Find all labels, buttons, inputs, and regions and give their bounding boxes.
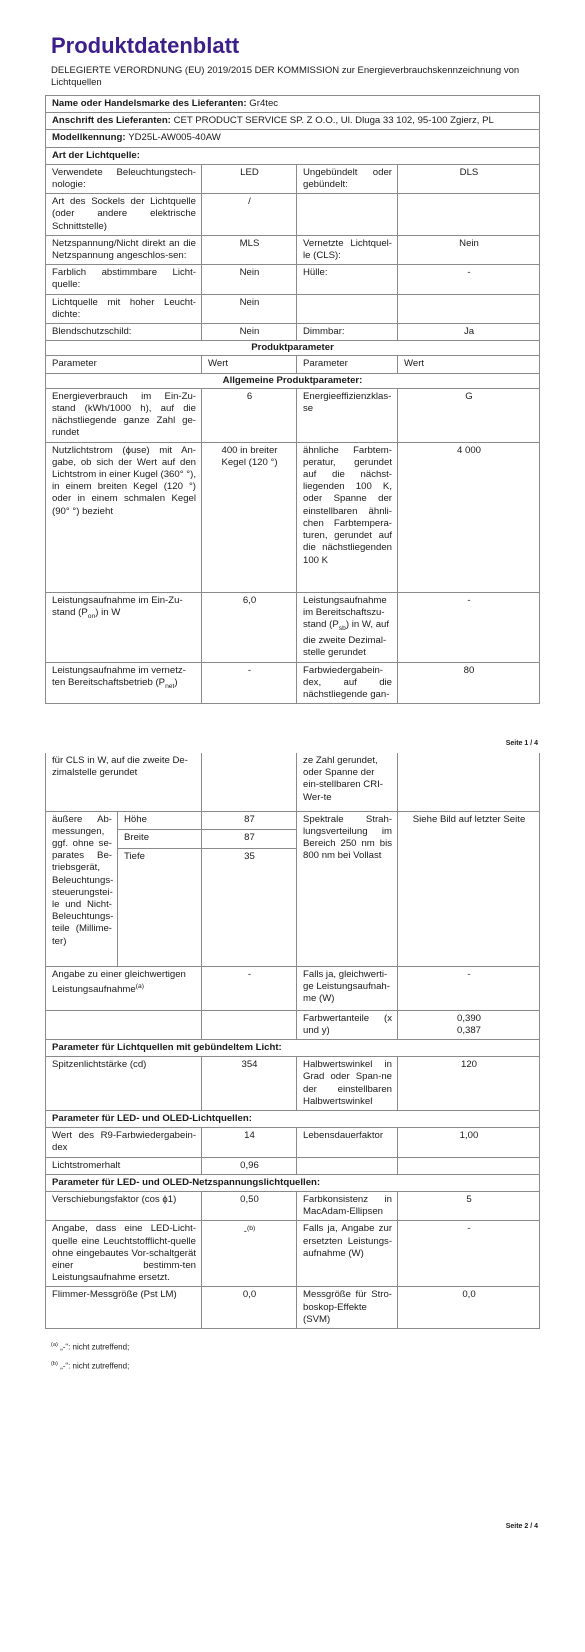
cell: 80 — [398, 662, 540, 704]
cell: Lichtquelle mit hoher Leucht-dichte: — [46, 294, 202, 323]
table-row — [46, 592, 540, 662]
page-number-2: Seite 2 / 4 — [505, 1523, 538, 1530]
cell: Art des Sockels der Lichtquelle (oder andere elektrische Schnittstelle) — [46, 194, 202, 236]
cell: Nein — [202, 265, 297, 294]
table-row — [46, 1221, 540, 1287]
cell: 0,50 — [202, 1191, 297, 1220]
cell — [297, 592, 398, 662]
cell — [398, 753, 540, 811]
page-number-1: Seite 1 / 4 — [505, 740, 538, 747]
supplier-address-label: Anschrift des Lieferanten: — [52, 115, 171, 127]
table-row — [46, 811, 540, 830]
cell-text: Leistungsaufnahme im Bereitschaftszu-stand (P — [303, 594, 387, 631]
supplier-name: Gr4tec — [249, 98, 279, 109]
cell: ze Zahl gerundet, oder Spanne der ein-stellbaren CRI-Wer-te — [297, 753, 398, 811]
table-row — [46, 662, 540, 704]
datasheet-table-1 — [45, 95, 540, 704]
supplier-address: CET PRODUCT SERVICE SP. Z O.O., Ul. Dluga 33 102, 95-100 Zgierz, PL — [173, 115, 494, 127]
cell: Farbwertanteile (x und y) — [297, 1010, 398, 1039]
cell: MLS — [202, 235, 297, 264]
cell: Halbwertswinkel in Grad oder Span-ne der einstellbaren Halbwertswinkel — [297, 1057, 398, 1111]
table-row — [46, 164, 540, 193]
product-params-header: Produktparameter — [46, 341, 540, 356]
cell: Vernetzte Lichtquel-le (CLS): — [297, 235, 398, 264]
table-row — [46, 966, 540, 1010]
regulation-subtitle: DELEGIERTE VERORDNUNG (EU) 2019/2015 DER KOMMISSION zur Energieverbrauchskennzeichnung von Lichtquellen — [51, 65, 520, 88]
dim-depth-label: Tiefe — [118, 848, 202, 966]
type-header: Art der Lichtquelle: — [46, 147, 540, 164]
cell: für CLS in W, auf die zweite De-zimalstelle gerundet — [46, 753, 202, 811]
col-header-value: Wert — [202, 356, 297, 373]
cell: Siehe Bild auf letzter Seite — [398, 811, 540, 966]
table-row — [46, 442, 540, 592]
cell: 120 — [398, 1057, 540, 1111]
cell: Netzspannung/Nicht direkt an die Netzspannung angeschlos-sen: — [46, 235, 202, 264]
cell — [46, 662, 202, 704]
cell — [46, 1010, 202, 1039]
cell: - — [398, 966, 540, 1010]
cell — [398, 194, 540, 236]
cell: Nein — [398, 235, 540, 264]
footnote-mark: (a) — [51, 1341, 58, 1348]
datasheet-frame-2 — [45, 753, 539, 1374]
chroma-y: 0,387 — [457, 1024, 482, 1036]
table-row — [46, 265, 540, 294]
cell: 0,0 — [202, 1287, 297, 1329]
cell: Hülle: — [297, 265, 398, 294]
cell: - — [202, 662, 297, 704]
cell: Falls ja, gleichwerti-ge Leistungsaufnah-me (W) — [297, 966, 398, 1010]
table-row — [46, 1128, 540, 1157]
cell-text: - — [243, 1226, 247, 1238]
cell: 354 — [202, 1057, 297, 1111]
col-header-value: Wert — [398, 356, 540, 373]
cell — [202, 1221, 297, 1287]
mains-header: Parameter für LED- und OLED-Netzspannungslichtquellen: — [46, 1174, 540, 1191]
cell: 6,0 — [202, 592, 297, 662]
cell: Lebensdauerfaktor — [297, 1128, 398, 1157]
subscript: net — [165, 682, 175, 690]
cell: / — [202, 194, 297, 236]
cell: Energieeffizienzklas-se — [297, 388, 398, 442]
subscript: on — [87, 612, 96, 620]
beam-header: Parameter für Lichtquellen mit gebündeltem Licht: — [46, 1039, 540, 1056]
cell: Wert des R9-Farbwiedergabein-dex — [46, 1128, 202, 1157]
table-row — [46, 753, 540, 811]
cell: 4 000 — [398, 442, 540, 592]
footnote-mark: (b) — [51, 1360, 58, 1367]
cell: Verschiebungsfaktor (cos ϕ1) — [46, 1191, 202, 1220]
cell: 0,96 — [202, 1157, 297, 1174]
table-row — [46, 324, 540, 341]
cell: 6 — [202, 388, 297, 442]
cell: Farbkonsistenz in MacAdam-Ellipsen — [297, 1191, 398, 1220]
cell: Farblich abstimmbare Licht-quelle: — [46, 265, 202, 294]
cell: - — [398, 592, 540, 662]
dim-width-value: 87 — [202, 830, 297, 849]
cell: Spitzenlichtstärke (cd) — [46, 1057, 202, 1111]
table-row — [46, 294, 540, 323]
footnote-b — [51, 1356, 539, 1375]
cell: DLS — [398, 164, 540, 193]
cell: Angabe, dass eine LED-Licht-quelle eine Leuchtstofflicht-quelle ohne eingebautes Vor-schaltgerät einer bestimm-ten Leistungsaufnahme ersetzt. — [46, 1221, 202, 1287]
datasheet-frame — [45, 30, 539, 704]
cell — [297, 294, 398, 323]
cell — [297, 1157, 398, 1174]
cell: Farbwiedergabein-dex, auf die nächstliegende gan- — [297, 662, 398, 704]
footnote-mark: (a) — [135, 982, 144, 990]
cell-text: ) in W — [95, 606, 121, 618]
table-row — [46, 388, 540, 442]
model-row — [46, 130, 540, 147]
col-header-param: Parameter — [46, 356, 202, 373]
led-header: Parameter für LED- und OLED-Lichtquellen: — [46, 1110, 540, 1127]
datasheet-table-2 — [45, 753, 540, 1329]
cell: Messgröße für Stro-boskop-Effekte (SVM) — [297, 1287, 398, 1329]
footnote-text: „-“: nicht zutreffend; — [60, 1361, 130, 1371]
dim-height-value: 87 — [202, 811, 297, 830]
table-row — [46, 1157, 540, 1174]
cell — [202, 753, 297, 811]
cell: ähnliche Farbtem-peratur, gerundet auf die nächst-liegenden 100 K, oder Spanne der einstellbaren ähnli-chen Farbtempera-turen, gerundet auf die nächstliegenden 100 K — [297, 442, 398, 592]
supplier-address-row — [46, 113, 540, 130]
col-header-param: Parameter — [297, 356, 398, 373]
page-title: Produktdatenblatt — [51, 33, 240, 58]
cell: 0,0 — [398, 1287, 540, 1329]
footnotes — [51, 1337, 539, 1374]
table-row — [46, 1057, 540, 1111]
cell: Nein — [202, 294, 297, 323]
cell: Flimmer-Messgröße (Pst LM) — [46, 1287, 202, 1329]
cell: 5 — [398, 1191, 540, 1220]
cell-text: Leistungsaufnahme im Ein-Zu-stand (P — [52, 594, 183, 618]
cell: LED — [202, 164, 297, 193]
cell — [398, 294, 540, 323]
chroma-x: 0,390 — [457, 1012, 482, 1024]
model-label: Modellkennung: — [52, 132, 126, 144]
table-row — [46, 1010, 540, 1039]
cell: Dimmbar: — [297, 324, 398, 341]
dim-width-label: Breite — [118, 830, 202, 849]
cell — [202, 1010, 297, 1039]
table-row — [46, 1191, 540, 1220]
cell: Nein — [202, 324, 297, 341]
dim-height-label: Höhe — [118, 811, 202, 830]
cell-text: ) — [174, 676, 178, 688]
cell: Verwendete Beleuchtungstech-nologie: — [46, 164, 202, 193]
cell-text: ) in W, auf die zweite Dezimal-stelle gerundet — [303, 619, 390, 659]
cell: Falls ja, Angabe zur ersetzten Leistungs-aufnahme (W) — [297, 1221, 398, 1287]
subscript: sb — [338, 624, 346, 632]
dimensions-label: äußere Ab-messungen, ggf. ohne se-parates Be-triebsgerät, Beleuchtungs-steuerungstei-le und Nicht-Beleuchtungs-teile (Millime-ter) — [46, 811, 118, 966]
footnote-a — [51, 1337, 539, 1356]
cell: Energieverbrauch im Ein-Zu-stand (kWh/1000 h), auf die nächstliegende ganze Zahl ge-rundet — [46, 388, 202, 442]
cell: Ungebündelt oder gebündelt: — [297, 164, 398, 193]
model-id: YD25L-AW005-40AW — [128, 132, 221, 144]
dim-depth-value: 35 — [202, 848, 297, 966]
cell: - — [398, 265, 540, 294]
cell — [297, 194, 398, 236]
cell: - — [398, 1221, 540, 1287]
table-row — [46, 1287, 540, 1329]
footnote-text: „-“: nicht zutreffend; — [60, 1342, 130, 1352]
supplier-name-row — [46, 96, 540, 113]
cell: Nutzlichtstrom (ϕuse) mit An-gabe, ob sich der Wert auf den Lichtstrom in einer Kugel (360° °), in einem breiten Kegel (120 °) oder in einem schmalen Kegel (90° °) bezieht — [46, 442, 202, 592]
cell: 14 — [202, 1128, 297, 1157]
cell: - — [202, 966, 297, 1010]
cell: Lichtstromerhalt — [46, 1157, 202, 1174]
cell — [46, 966, 202, 1010]
cell: Blendschutzschild: — [46, 324, 202, 341]
cell — [398, 1010, 540, 1039]
cell: G — [398, 388, 540, 442]
supplier-name-label: Name oder Handelsmarke des Lieferanten: — [52, 98, 247, 109]
cell: 1,00 — [398, 1128, 540, 1157]
cell-text: Leistungsaufnahme im vernetz-ten Bereitschaftsbetrieb (P — [52, 664, 186, 688]
cell: 400 in breiter Kegel (120 °) — [202, 442, 297, 592]
footnote-mark: (b) — [247, 1225, 256, 1233]
cell: Spektrale Strah-lungsverteilung im Bereich 250 nm bis 800 nm bei Vollast — [297, 811, 398, 966]
table-row — [46, 194, 540, 236]
general-params-header: Allgemeine Produktparameter: — [46, 373, 540, 388]
cell-text: Angabe zu einer gleichwertigen Leistungsaufnahme — [52, 968, 186, 995]
cell — [398, 1157, 540, 1174]
cell — [46, 592, 202, 662]
table-row — [46, 235, 540, 264]
cell: Ja — [398, 324, 540, 341]
